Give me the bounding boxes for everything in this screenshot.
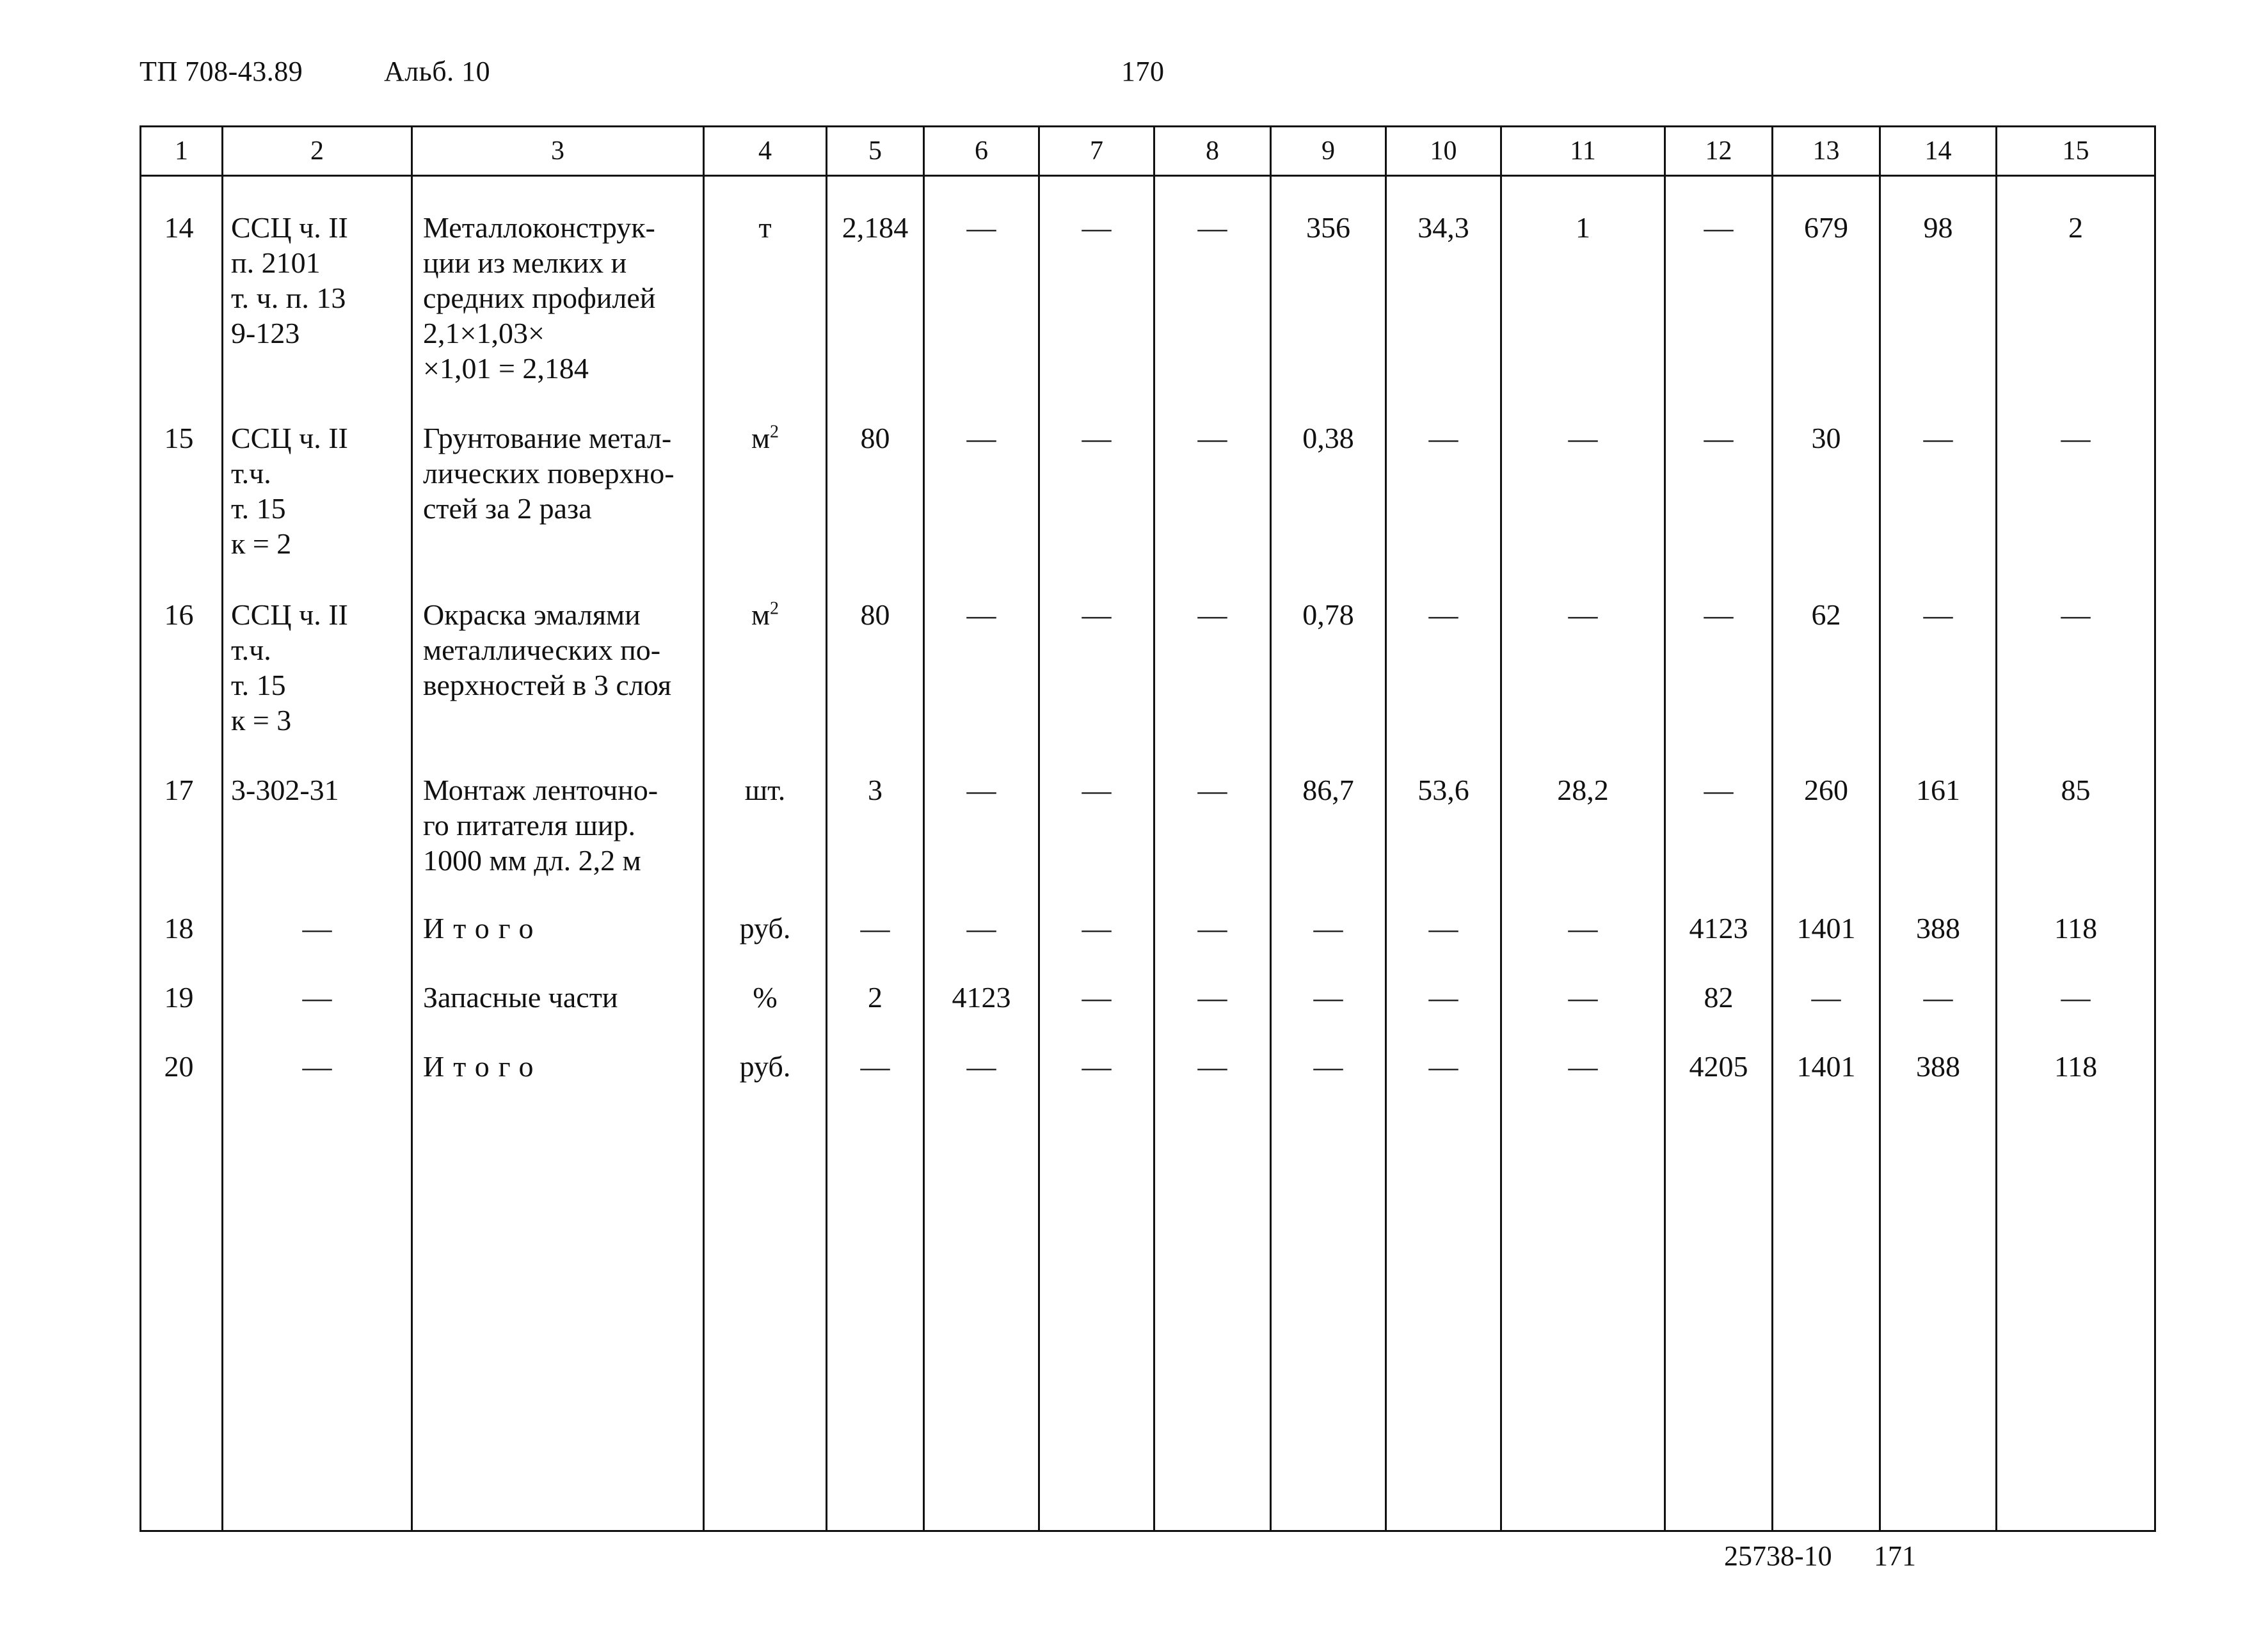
estimate-table xyxy=(140,125,2156,1532)
cell-col9: 86,7 xyxy=(1271,772,1386,911)
document-code: ТП 708-43.89 xyxy=(140,56,303,87)
cell-col8: — xyxy=(1154,911,1271,980)
column-header: 9 xyxy=(1271,127,1386,176)
column-header: 10 xyxy=(1386,127,1501,176)
cell-col6: 4123 xyxy=(924,980,1039,1049)
cell-col9: 0,78 xyxy=(1271,597,1386,772)
cell-col10: — xyxy=(1386,1049,1501,1531)
table-row xyxy=(141,1049,2155,1531)
cell-col7: — xyxy=(1039,176,1154,420)
cell-col7: — xyxy=(1039,980,1154,1049)
row-number: 17 xyxy=(141,772,223,911)
unit-text: м xyxy=(751,421,771,454)
cell-col12: 4205 xyxy=(1665,1049,1773,1531)
cell-col14: 388 xyxy=(1880,911,1997,980)
work-description: Запасные части xyxy=(412,980,704,1049)
cell-col12: 4123 xyxy=(1665,911,1773,980)
cell-col13: — xyxy=(1773,980,1880,1049)
cell-col13: 1401 xyxy=(1773,911,1880,980)
column-header: 11 xyxy=(1501,127,1665,176)
footer-code: 25738-10 xyxy=(1724,1540,1832,1572)
cell-col7: — xyxy=(1039,420,1154,597)
cell-col6: — xyxy=(924,176,1039,420)
cell-col15: — xyxy=(1997,980,2155,1049)
cell-col9: — xyxy=(1271,1049,1386,1531)
cell-col14: — xyxy=(1880,420,1997,597)
cell-col6: — xyxy=(924,597,1039,772)
unit-text: м xyxy=(751,598,771,631)
cell-col9: 0,38 xyxy=(1271,420,1386,597)
cell-col13: 1401 xyxy=(1773,1049,1880,1531)
cell-col11: — xyxy=(1501,911,1665,980)
cell-col14: 388 xyxy=(1880,1049,1997,1531)
cell-col7: — xyxy=(1039,772,1154,911)
cell-col15: 118 xyxy=(1997,911,2155,980)
unit-superscript: 2 xyxy=(770,422,779,442)
cell-col11: 28,2 xyxy=(1501,772,1665,911)
unit xyxy=(704,420,827,597)
cell-col12: — xyxy=(1665,420,1773,597)
norm-reference: — xyxy=(223,980,412,1049)
table-row xyxy=(141,980,2155,1049)
cell-col10: — xyxy=(1386,911,1501,980)
column-header: 12 xyxy=(1665,127,1773,176)
row-number: 18 xyxy=(141,911,223,980)
norm-reference: — xyxy=(223,911,412,980)
column-header: 13 xyxy=(1773,127,1880,176)
cell-col6: — xyxy=(924,420,1039,597)
cell-col7: — xyxy=(1039,911,1154,980)
table-row xyxy=(141,772,2155,911)
column-header: 4 xyxy=(704,127,827,176)
table-row xyxy=(141,420,2155,597)
cell-col11: 1 xyxy=(1501,176,1665,420)
unit: % xyxy=(704,980,827,1049)
row-number: 20 xyxy=(141,1049,223,1531)
cell-col5: — xyxy=(827,1049,924,1531)
column-header: 15 xyxy=(1997,127,2155,176)
unit-superscript: 2 xyxy=(770,598,779,619)
cell-col10: 34,3 xyxy=(1386,176,1501,420)
cell-col8: — xyxy=(1154,420,1271,597)
work-description: Металлоконструк- ции из мелких и средних профилей 2,1×1,03× ×1,01 = 2,184 xyxy=(412,176,704,420)
cell-col11: — xyxy=(1501,1049,1665,1531)
cell-col10: 53,6 xyxy=(1386,772,1501,911)
unit xyxy=(704,597,827,772)
cell-col6: — xyxy=(924,911,1039,980)
cell-col7: — xyxy=(1039,1049,1154,1531)
cell-col9: — xyxy=(1271,980,1386,1049)
cell-col8: — xyxy=(1154,980,1271,1049)
cell-col8: — xyxy=(1154,597,1271,772)
cell-col13: 260 xyxy=(1773,772,1880,911)
norm-reference: ССЦ ч. II п. 2101 т. ч. п. 13 9-123 xyxy=(223,176,412,420)
unit: руб. xyxy=(704,1049,827,1531)
footer-page-number: 171 xyxy=(1874,1540,1916,1572)
cell-col15: 85 xyxy=(1997,772,2155,911)
work-description: Итого xyxy=(412,1049,704,1531)
cell-col5: 80 xyxy=(827,420,924,597)
cell-col15: 2 xyxy=(1997,176,2155,420)
cell-col6: — xyxy=(924,1049,1039,1531)
cell-col5: — xyxy=(827,911,924,980)
column-header: 6 xyxy=(924,127,1039,176)
work-description: Итого xyxy=(412,911,704,980)
column-number-row xyxy=(141,127,2155,176)
cell-col14: — xyxy=(1880,597,1997,772)
album-number: Альб. 10 xyxy=(384,56,491,87)
row-number: 16 xyxy=(141,597,223,772)
cell-col5: 80 xyxy=(827,597,924,772)
work-description: Окраска эмалями металлических по- верхностей в 3 слоя xyxy=(412,597,704,772)
cell-col15: — xyxy=(1997,597,2155,772)
cell-col8: — xyxy=(1154,176,1271,420)
cell-col9: — xyxy=(1271,911,1386,980)
column-header: 8 xyxy=(1154,127,1271,176)
cell-col11: — xyxy=(1501,420,1665,597)
cell-col10: — xyxy=(1386,420,1501,597)
column-header: 3 xyxy=(412,127,704,176)
norm-reference: ССЦ ч. II т.ч. т. 15 к = 2 xyxy=(223,420,412,597)
column-header: 5 xyxy=(827,127,924,176)
cell-col11: — xyxy=(1501,597,1665,772)
norm-reference: ССЦ ч. II т.ч. т. 15 к = 3 xyxy=(223,597,412,772)
row-number: 19 xyxy=(141,980,223,1049)
cell-col10: — xyxy=(1386,980,1501,1049)
column-header: 1 xyxy=(141,127,223,176)
cell-col11: — xyxy=(1501,980,1665,1049)
page-number: 170 xyxy=(1121,56,1165,87)
norm-reference: 3-302-31 xyxy=(223,772,412,911)
cell-col6: — xyxy=(924,772,1039,911)
unit: т xyxy=(704,176,827,420)
cell-col5: 2 xyxy=(827,980,924,1049)
cell-col5: 2,184 xyxy=(827,176,924,420)
cell-col13: 679 xyxy=(1773,176,1880,420)
cell-col14: 161 xyxy=(1880,772,1997,911)
cell-col8: — xyxy=(1154,1049,1271,1531)
table-row xyxy=(141,176,2155,420)
cell-col15: 118 xyxy=(1997,1049,2155,1531)
row-number: 14 xyxy=(141,176,223,420)
column-header: 2 xyxy=(223,127,412,176)
cell-col14: — xyxy=(1880,980,1997,1049)
unit: шт. xyxy=(704,772,827,911)
column-header: 14 xyxy=(1880,127,1997,176)
cell-col12: — xyxy=(1665,772,1773,911)
work-description: Монтаж ленточно- го питателя шир. 1000 мм дл. 2,2 м xyxy=(412,772,704,911)
cell-col14: 98 xyxy=(1880,176,1997,420)
norm-reference: — xyxy=(223,1049,412,1531)
cell-col13: 62 xyxy=(1773,597,1880,772)
cell-col8: — xyxy=(1154,772,1271,911)
cell-col12: — xyxy=(1665,176,1773,420)
table-row xyxy=(141,597,2155,772)
cell-col9: 356 xyxy=(1271,176,1386,420)
cell-col7: — xyxy=(1039,597,1154,772)
cell-col5: 3 xyxy=(827,772,924,911)
cell-col13: 30 xyxy=(1773,420,1880,597)
table-row xyxy=(141,911,2155,980)
cell-col12: — xyxy=(1665,597,1773,772)
row-number: 15 xyxy=(141,420,223,597)
column-header: 7 xyxy=(1039,127,1154,176)
cell-col10: — xyxy=(1386,597,1501,772)
cell-col12: 82 xyxy=(1665,980,1773,1049)
work-description: Грунтование метал- лических поверхно- стей за 2 раза xyxy=(412,420,704,597)
unit: руб. xyxy=(704,911,827,980)
cell-col15: — xyxy=(1997,420,2155,597)
